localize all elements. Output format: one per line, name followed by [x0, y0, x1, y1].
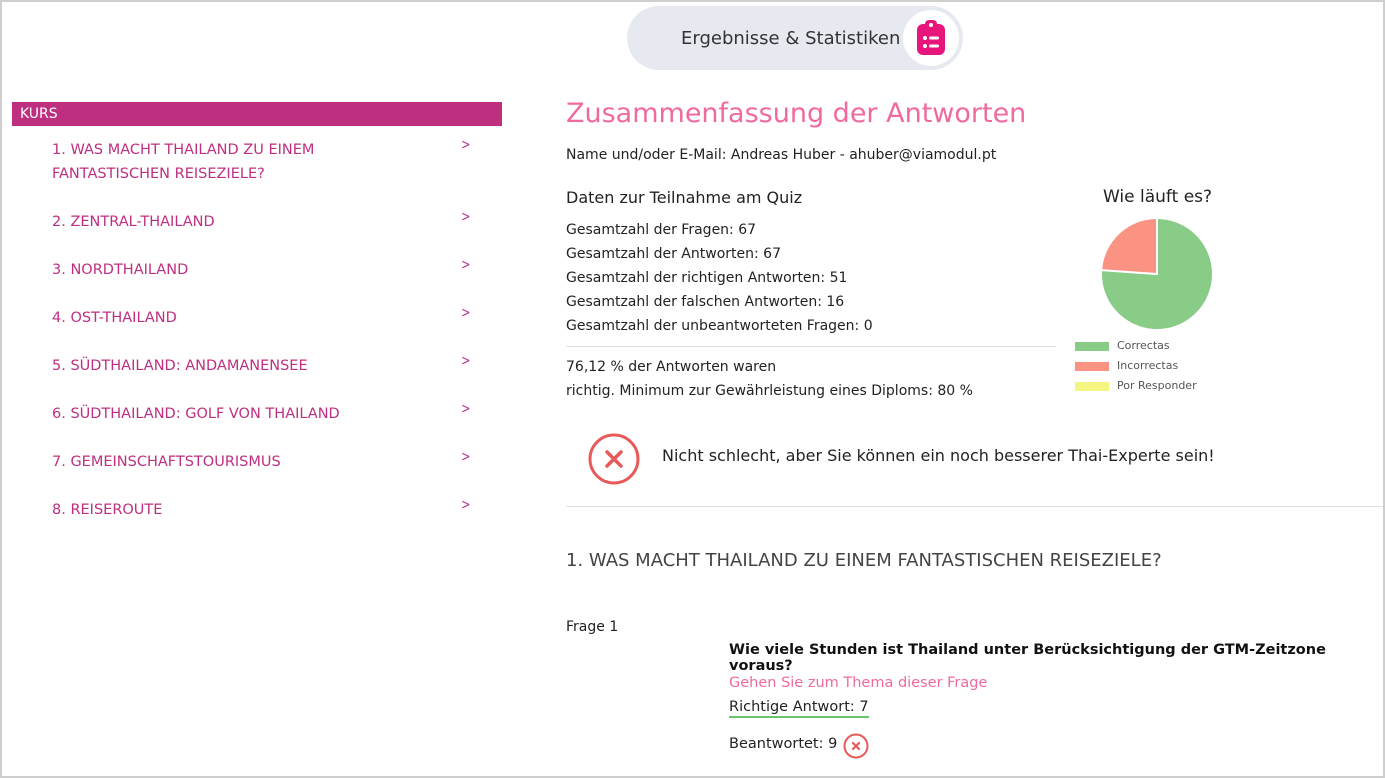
legend-incorrect	[1075, 359, 1178, 372]
header-title: Ergebnisse & Statistiken	[681, 28, 901, 49]
sidebar-item-label: 5. SÜDTHAILAND: ANDAMANENSEE	[52, 358, 308, 374]
question-text: Wie viele Stunden ist Thailand unter Berücksichtigung der GTM-Zeitzone voraus?	[729, 642, 1326, 674]
sidebar-item-2[interactable]	[52, 210, 492, 234]
legend-unanswered	[1075, 379, 1197, 392]
chevron-right-icon: >	[461, 401, 471, 417]
stats-heading: Daten zur Teilnahme am Quiz	[566, 188, 803, 207]
percent-line-2: richtig. Minimum zur Gewährleistung eines Diploms: 80 %	[566, 383, 973, 399]
sidebar-item-7[interactable]	[52, 450, 492, 474]
sidebar-item-1[interactable]	[52, 138, 492, 186]
sidebar-item-label: 7. GEMEINSCHAFTSTOURISMUS	[52, 454, 281, 470]
chevron-right-icon: >	[461, 353, 471, 369]
chart-title: Wie läuft es?	[1103, 187, 1213, 207]
result-message: Nicht schlecht, aber Sie können ein noch besserer Thai-Experte sein!	[662, 446, 1215, 465]
legend-label: Incorrectas	[1117, 359, 1179, 372]
header-pill	[627, 6, 963, 70]
sidebar-item-4[interactable]	[52, 306, 492, 330]
legend-correct	[1075, 339, 1170, 352]
sidebar-item-label: 4. OST-THAILAND	[52, 310, 177, 326]
sidebar-item-6[interactable]	[52, 402, 492, 426]
sidebar-item-label: 8. REISEROUTE	[52, 502, 163, 518]
chevron-right-icon: >	[461, 449, 471, 465]
stat-total-answers: Gesamtzahl der Antworten: 67	[566, 246, 781, 262]
result-divider	[566, 506, 1383, 507]
sidebar-item-label: 2. ZENTRAL-THAILAND	[52, 214, 215, 230]
question-label: Frage 1	[566, 619, 619, 635]
legend-swatch-incorrect	[1075, 362, 1109, 371]
stats-divider	[566, 346, 1056, 347]
legend-swatch-correct	[1075, 342, 1109, 351]
correct-answer: Richtige Antwort: 7	[729, 699, 869, 718]
clipboard-list-icon	[914, 20, 948, 56]
error-circle-icon	[587, 432, 641, 486]
given-answer: Beantwortet: 9	[729, 736, 838, 752]
sidebar-item-8[interactable]	[52, 498, 492, 522]
page-title: Zusammenfassung der Antworten	[566, 98, 1027, 129]
pie-slice-incorrect	[1101, 218, 1157, 274]
topic-link[interactable]: Gehen Sie zum Thema dieser Frage	[729, 675, 988, 691]
sidebar-item-label: 3. NORDTHAILAND	[52, 262, 189, 278]
wrong-answer-icon	[843, 733, 869, 759]
section-heading: 1. WAS MACHT THAILAND ZU EINEM FANTASTISCHEN REISEZIELE?	[566, 550, 1162, 571]
stat-correct-answers: Gesamtzahl der richtigen Antworten: 51	[566, 270, 848, 286]
chevron-right-icon: >	[461, 305, 471, 321]
legend-label: Correctas	[1117, 339, 1170, 352]
user-info: Name und/oder E-Mail: Andreas Huber - ahuber@viamodul.pt	[566, 147, 997, 163]
chevron-right-icon: >	[461, 257, 471, 273]
percent-line-1: 76,12 % der Antworten waren	[566, 359, 777, 375]
stat-unanswered: Gesamtzahl der unbeantworteten Fragen: 0	[566, 318, 873, 334]
sidebar	[12, 102, 502, 518]
sidebar-item-3[interactable]	[52, 258, 492, 282]
sidebar-item-5[interactable]	[52, 354, 492, 378]
header-icon-container	[903, 10, 959, 66]
chevron-right-icon: >	[461, 497, 471, 513]
sidebar-heading: KURS	[12, 102, 502, 126]
legend-label: Por Responder	[1117, 379, 1197, 392]
stat-total-questions: Gesamtzahl der Fragen: 67	[566, 222, 757, 238]
sidebar-item-label: 6. SÜDTHAILAND: GOLF VON THAILAND	[52, 406, 340, 422]
pie-chart	[1097, 214, 1217, 334]
chevron-right-icon: >	[461, 209, 471, 225]
sidebar-item-label: 1. WAS MACHT THAILAND ZU EINEM FANTASTISCHEN REISEZIELE?	[52, 142, 315, 182]
stat-wrong-answers: Gesamtzahl der falschen Antworten: 16	[566, 294, 845, 310]
legend-swatch-unanswered	[1075, 382, 1109, 391]
chevron-right-icon: >	[461, 137, 471, 153]
